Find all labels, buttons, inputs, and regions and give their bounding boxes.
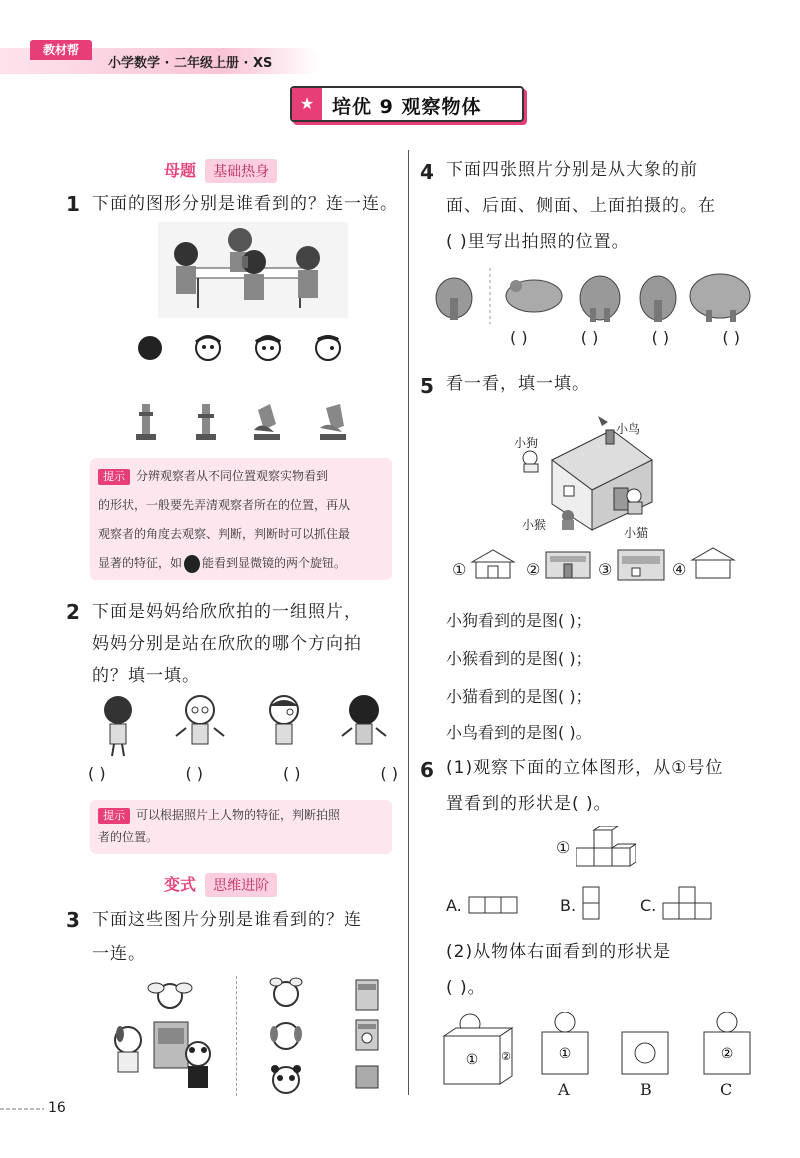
kid-head-views-row xyxy=(136,328,356,368)
q5-answer-bird: 小鸟看到的是图( )。 xyxy=(446,723,592,742)
house-view-4 xyxy=(690,546,736,580)
label-cat: 小猫 xyxy=(624,526,649,540)
star-icon: ★ xyxy=(292,88,322,120)
choice-c-shape xyxy=(662,886,714,922)
q5-answer-monkey: 小猴看到的是图( )； xyxy=(446,649,592,668)
question-2-line-2: 妈妈分别是站在欣欣的哪个方向拍 xyxy=(92,634,362,654)
q5-answer-cat: 小猫看到的是图( )； xyxy=(446,687,592,706)
question-number-6: 6 xyxy=(420,758,434,782)
tip-1-line-4a: 显著的特征，如 xyxy=(98,556,183,570)
option-a-shape xyxy=(538,1012,592,1076)
question-4-line-2: 面、后面、侧面、上面拍摄的。在 xyxy=(446,196,716,216)
option-c-shape xyxy=(700,1012,754,1076)
house-view-1 xyxy=(470,548,516,580)
tip-2-line-1: 可以根据照片上人物的特征，判断拍照 xyxy=(136,808,341,822)
question-number-4: 4 xyxy=(420,160,434,184)
subhead-sub: 思维进阶 xyxy=(205,873,277,897)
view-position-mark: ① xyxy=(556,838,571,857)
section-title: 培优 9 观察物体 xyxy=(332,96,482,118)
tip-box-2 xyxy=(90,800,392,854)
option-2-mark: ② xyxy=(526,560,541,579)
question-2-answer-row xyxy=(88,764,398,783)
house-view-2 xyxy=(544,550,592,582)
choice-a-label: A. xyxy=(446,896,462,915)
q3-dashed-divider xyxy=(236,976,237,1096)
column-divider xyxy=(408,150,409,1095)
section-banner xyxy=(290,86,524,122)
answer-blank[interactable]: ( ) xyxy=(722,328,740,347)
question-4-line-1: 下面四张照片分别是从大象的前 xyxy=(446,160,698,180)
answer-blank[interactable]: ( ) xyxy=(380,764,398,783)
tip-label: 提示 xyxy=(98,808,130,824)
dark-head-icon xyxy=(184,555,200,573)
question-2-line-3: 的？填一填。 xyxy=(92,666,200,686)
option-1-mark: ① xyxy=(452,560,467,579)
q3-box-views-column xyxy=(352,976,382,1096)
girl-photo-views-row xyxy=(96,694,396,758)
answer-blank[interactable]: ( ) xyxy=(88,764,106,783)
tip-1-line-2: 的形状，一般要先弄清观察者所在的位置，再从 xyxy=(98,498,351,512)
tip-1-line-1: 分辨观察者从不同位置观察实物看到 xyxy=(136,469,329,483)
subhead-main: 变式 xyxy=(164,875,197,894)
page-number-dots xyxy=(0,1108,44,1110)
tip-box-1 xyxy=(90,458,392,580)
question-number-1: 1 xyxy=(66,192,80,216)
question-4-answer-row xyxy=(510,328,740,347)
answer-blank[interactable]: ( ) xyxy=(510,328,528,347)
question-5-text: 看一看，填一填。 xyxy=(446,374,590,394)
q3-animal-heads-column xyxy=(266,976,306,1096)
question-3-line-2: 一连。 xyxy=(92,944,146,964)
option-c-mark: ② xyxy=(720,1046,734,1062)
tip-label: 提示 xyxy=(98,469,130,485)
label-dog: 小狗 xyxy=(514,436,539,450)
question-6-part1-line-1: (1)观察下面的立体图形，从①号位 xyxy=(446,758,724,778)
label-monkey: 小猴 xyxy=(522,518,547,532)
option-c-letter: C xyxy=(720,1080,733,1099)
bee-box-dog-panda-figure xyxy=(112,976,212,1096)
tip-1-line-4b: 能看到显微镜的两个旋钮。 xyxy=(202,556,347,570)
house-view-3 xyxy=(616,548,666,582)
answer-blank[interactable]: ( ) xyxy=(282,764,301,783)
question-number-5: 5 xyxy=(420,374,434,398)
choice-c-label: C. xyxy=(640,896,657,915)
question-6-part1-line-2: 置看到的形状是( )。 xyxy=(446,794,612,814)
kids-around-table-figure xyxy=(158,222,348,318)
cube-front-mark: ① xyxy=(465,1052,479,1068)
question-6-part2-line-1: (2)从物体右面看到的形状是 xyxy=(446,942,672,962)
choice-a-shape xyxy=(468,896,520,914)
question-number-2: 2 xyxy=(66,600,80,624)
tip-2-line-2: 者的位置。 xyxy=(98,830,159,844)
book-title: 小学数学 · 二年级上册 · XS xyxy=(108,56,273,71)
option-a-letter: A xyxy=(558,1080,570,1099)
brand-tab: 教材帮 xyxy=(30,40,92,60)
option-a-mark: ① xyxy=(558,1046,572,1062)
cube-side-mark: ② xyxy=(501,1050,511,1063)
question-3-line-1: 下面这些图片分别是谁看到的？连 xyxy=(92,910,362,930)
basic-subhead xyxy=(160,158,277,182)
option-b-letter: B xyxy=(640,1080,652,1099)
microscope-views-row xyxy=(136,400,356,444)
question-number-3: 3 xyxy=(66,908,80,932)
question-2-line-1: 下面是妈妈给欣欣拍的一组照片， xyxy=(92,602,362,622)
elephant-views-row xyxy=(434,268,754,324)
page-number: 16 xyxy=(48,1100,66,1116)
choice-b-label: B. xyxy=(560,896,577,915)
answer-blank[interactable]: ( ) xyxy=(580,328,599,347)
subhead-main: 母题 xyxy=(164,161,197,180)
answer-blank[interactable]: ( ) xyxy=(651,328,670,347)
option-3-mark: ③ xyxy=(598,560,613,579)
label-bird: 小鸟 xyxy=(616,422,641,436)
option-4-mark: ④ xyxy=(672,560,687,579)
choice-b-shape xyxy=(582,886,602,922)
question-1-text: 下面的图形分别是谁看到的？连一连。 xyxy=(92,194,398,214)
question-4-line-3: ( )里写出拍照的位置。 xyxy=(446,232,630,252)
cube-stack-figure xyxy=(576,826,636,870)
question-6-part2-line-2: ( )。 xyxy=(446,978,486,998)
option-b-shape xyxy=(620,1030,670,1076)
subhead-sub: 基础热身 xyxy=(205,159,277,183)
variant-subhead xyxy=(160,872,277,896)
answer-blank[interactable]: ( ) xyxy=(185,764,204,783)
cube-with-ball-figure xyxy=(440,1012,518,1088)
q5-answer-dog: 小狗看到的是图( )； xyxy=(446,611,592,630)
tip-1-line-3: 观察者的角度去观察、判断，判断时可以抓住最 xyxy=(98,527,351,541)
